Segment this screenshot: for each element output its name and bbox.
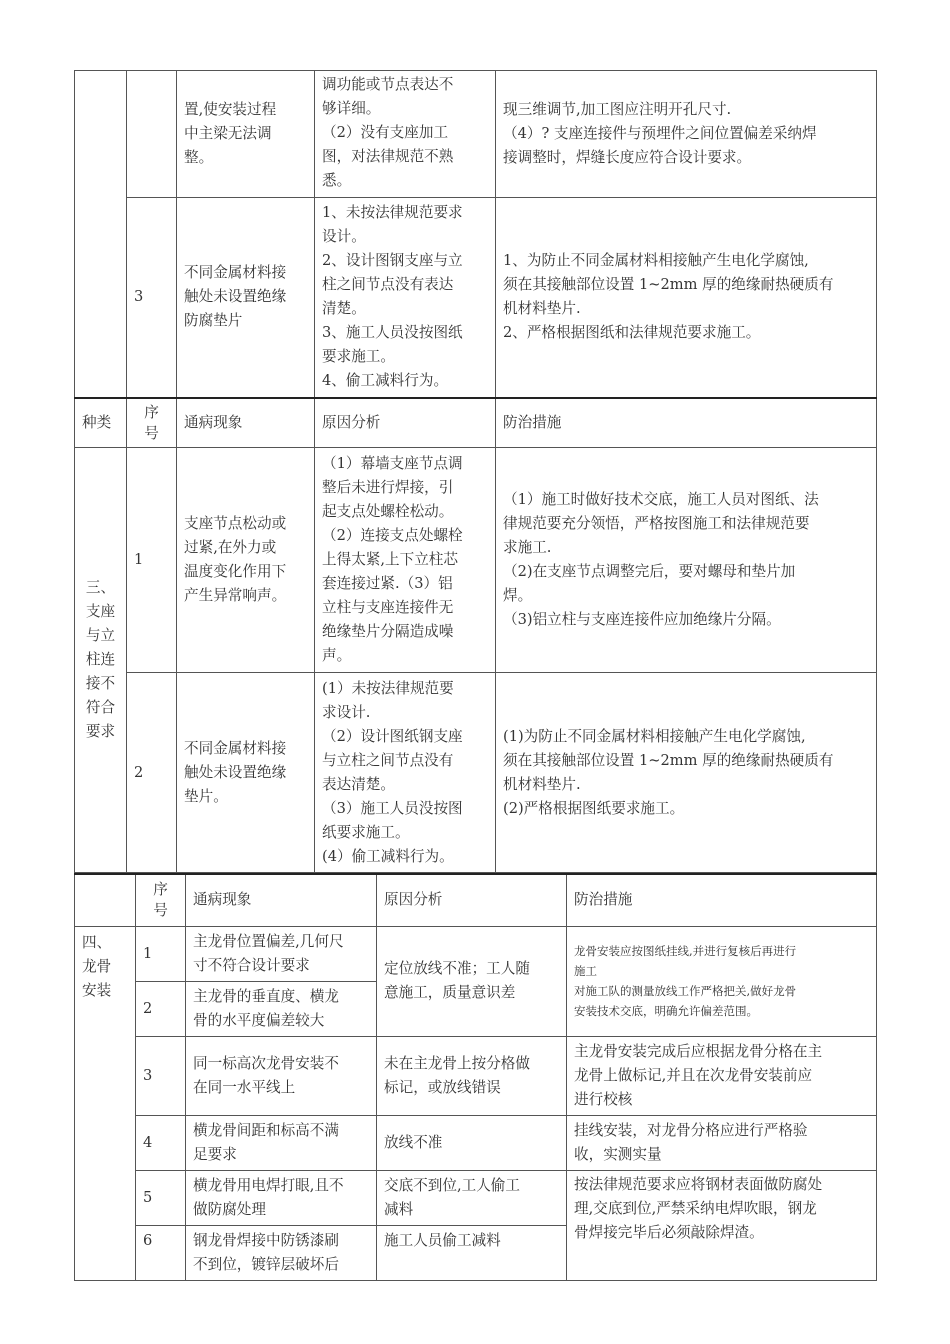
measures-cell: (1)为防止不同金属材料相接触产生电化学腐蚀, 须在其接触部位设置 1~2mm 厚的绝缘耐热硬质有 机材料垫片. (2)严格根据图纸要求施工。 bbox=[496, 673, 877, 873]
table-row bbox=[75, 1036, 877, 1115]
defects-table-section-3 bbox=[74, 70, 877, 873]
seq-cell: 3 bbox=[127, 198, 177, 398]
header-seq: 序 号 bbox=[136, 874, 186, 926]
table-row bbox=[75, 1170, 877, 1225]
cause-cell: 施工人员偷工减料 bbox=[377, 1225, 567, 1280]
phenomenon-cell: 不同金属材料接 触处未设置绝缘 垫片。 bbox=[177, 673, 315, 873]
table-row bbox=[75, 1115, 877, 1170]
header-cause: 原因分析 bbox=[377, 874, 567, 926]
phenomenon-cell: 钢龙骨焊接中防锈漆刷 不到位，镀锌层破坏后 bbox=[186, 1225, 377, 1280]
phenomenon-cell: 横龙骨用电焊打眼,且不 做防腐处理 bbox=[186, 1170, 377, 1225]
phenomenon-cell: 横龙骨间距和标高不满 足要求 bbox=[186, 1115, 377, 1170]
cause-cell: (1）未按法律规范要 求设计. （2）设计图纸钢支座 与立柱之间节点没有 表达清楚。 （3）施工人员没按图 纸要求施工。 (4）偷工减料行为。 bbox=[315, 673, 496, 873]
phenomenon-cell: 主龙骨位置偏差,几何尺 寸不符合设计要求 bbox=[186, 926, 377, 981]
measures-cell: 1、为防止不同金属材料相接触产生电化学腐蚀, 须在其接触部位设置 1~2mm 厚的绝缘耐热硬质有 机材料垫片. 2、严格根据图纸和法律规范要求施工。 bbox=[496, 198, 877, 398]
seq-cell: 2 bbox=[136, 981, 186, 1036]
table-header-row bbox=[75, 874, 877, 926]
seq-cell: 6 bbox=[136, 1225, 186, 1280]
seq-cell: 1 bbox=[127, 448, 177, 673]
phenomenon-cell: 同一标高次龙骨安装不 在同一水平线上 bbox=[186, 1036, 377, 1115]
cause-cell: （1）幕墙支座节点调 整后未进行焊接，引 起支点处螺栓松动。 （2）连接支点处螺栓 上得太紧,上下立柱芯 套连接过紧.（3）铝 立柱与支座连接件无 绝缘垫片分隔造成噪 声。 bbox=[315, 448, 496, 673]
kind-cell: 三、 支座 与立 柱连 接不 符合 要求 bbox=[75, 448, 127, 873]
cause-cell: 调功能或节点表达不 够详细。 （2）没有支座加工 图，对法律规范不熟 悉。 bbox=[315, 71, 496, 198]
header-phenomenon: 通病现象 bbox=[186, 874, 377, 926]
cause-cell: 1、未按法律规范要求 设计。 2、设计图钢支座与立 柱之间节点没有表达 清楚。 3、施工人员没按图纸 要求施工。 4、偷工减料行为。 bbox=[315, 198, 496, 398]
header-measures: 防治措施 bbox=[496, 398, 877, 448]
header-kind: 种类 bbox=[75, 398, 127, 448]
table-header-row bbox=[75, 398, 877, 448]
cause-cell: 未在主龙骨上按分格做 标记，或放线错误 bbox=[377, 1036, 567, 1115]
measures-cell: 按法律规范要求应将钢材表面做防腐处 理,交底到位,严禁采纳电焊吹眼，钢龙 骨焊接完毕后必须敲除焊渣。 bbox=[567, 1170, 877, 1280]
header-phenomenon: 通病现象 bbox=[177, 398, 315, 448]
table-row bbox=[75, 198, 877, 398]
seq-cell: 2 bbox=[127, 673, 177, 873]
phenomenon-cell: 置,使安装过程 中主梁无法调 整。 bbox=[177, 71, 315, 198]
table-row bbox=[75, 448, 877, 673]
cause-cell: 放线不准 bbox=[377, 1115, 567, 1170]
kind-cell: 四、 龙骨 安装 bbox=[75, 926, 136, 1280]
table-row bbox=[75, 71, 877, 198]
seq-cell: 4 bbox=[136, 1115, 186, 1170]
seq-cell-empty bbox=[127, 71, 177, 198]
seq-cell: 1 bbox=[136, 926, 186, 981]
phenomenon-cell: 主龙骨的垂直度、横龙 骨的水平度偏差较大 bbox=[186, 981, 377, 1036]
phenomenon-cell: 支座节点松动或 过紧,在外力或 温度变化作用下 产生异常响声。 bbox=[177, 448, 315, 673]
cause-cell: 交底不到位,工人偷工 减料 bbox=[377, 1170, 567, 1225]
kind-cell-empty bbox=[75, 71, 127, 398]
seq-cell: 5 bbox=[136, 1170, 186, 1225]
document-page bbox=[74, 70, 876, 1281]
cause-cell: 定位放线不准；工人随 意施工，质量意识差 bbox=[377, 926, 567, 1036]
defects-table-section-4 bbox=[74, 873, 877, 1281]
header-measures: 防治措施 bbox=[567, 874, 877, 926]
measures-cell: 现三维调节,加工图应注明开孔尺寸. （4）? 支座连接件与预埋件之间位置偏差采纳焊 接调整时，焊缝长度应符合设计要求。 bbox=[496, 71, 877, 198]
measures-cell: （1）施工时做好技术交底，施工人员对图纸、法 律规范要充分领悟，严格按图施工和法律规范要 求施工. （2)在支座节点调整完后，要对螺母和垫片加 焊。 （3)铝立柱与支座连接件应加绝缘片分隔。 bbox=[496, 448, 877, 673]
header-kind-empty bbox=[75, 874, 136, 926]
header-cause: 原因分析 bbox=[315, 398, 496, 448]
measures-cell: 挂线安装，对龙骨分格应进行严格验 收，实测实量 bbox=[567, 1115, 877, 1170]
phenomenon-cell: 不同金属材料接 触处未设置绝缘 防腐垫片 bbox=[177, 198, 315, 398]
header-seq: 序 号 bbox=[127, 398, 177, 448]
measures-cell: 主龙骨安装完成后应根据龙骨分格在主 龙骨上做标记,并且在次龙骨安装前应 进行校核 bbox=[567, 1036, 877, 1115]
table-row bbox=[75, 926, 877, 981]
seq-cell: 3 bbox=[136, 1036, 186, 1115]
measures-cell: 龙骨安装应按图纸挂线,并进行复核后再进行 施工 对施工队的测量放线工作严格把关,做好龙骨 安装技术交底，明确允许偏差范围。 bbox=[567, 926, 877, 1036]
table-row bbox=[75, 673, 877, 873]
